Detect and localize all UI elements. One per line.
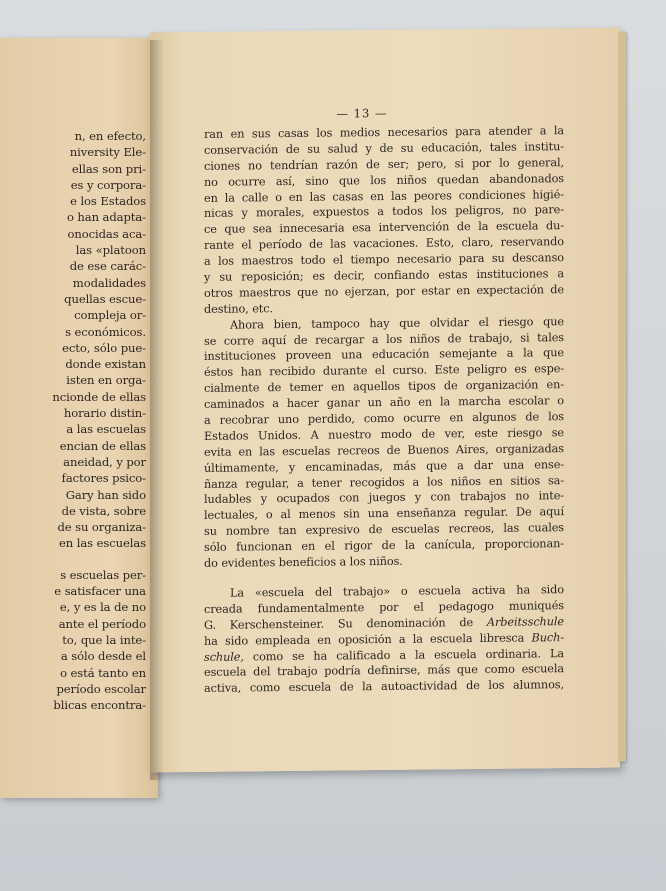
text-line: encian de ellas xyxy=(59,438,146,453)
text-line: activa, como escuela de la autoactividad de los alumnos, xyxy=(204,678,564,696)
text-line: ciones no tendrían razón de ser; pero, si por lo general, xyxy=(204,155,564,173)
text-line: éstos han recibido durante el curso. Este peligro es espe- xyxy=(204,362,564,380)
text-line: factores psico- xyxy=(61,471,146,486)
text-line: es y corpora- xyxy=(70,177,146,192)
text-line: creada fundamentalmente por el pedagogo muniqués xyxy=(204,598,564,616)
text-line: s escuelas per- xyxy=(60,567,146,582)
text-line: modalidades xyxy=(72,275,146,290)
text-line: blicas encontra- xyxy=(53,698,146,713)
text-line: horario distin- xyxy=(63,406,146,421)
text-line: cialmente de temer en aquellos tipos de organización en- xyxy=(204,378,564,396)
text-fragment: G. Kerschensteiner. Su denominación de xyxy=(204,615,474,632)
text-line: ante el período xyxy=(58,616,146,631)
book-gutter-shadow xyxy=(150,40,164,780)
text-line: ran en sus casas los medios necesarios para atender a la xyxy=(204,124,564,141)
text-line: ncionde de ellas xyxy=(52,389,146,404)
text-line: o han adapta- xyxy=(66,210,146,225)
text-line: Gary han sido xyxy=(65,487,146,502)
text-line: a recobrar uno perdido, como ocurre en algunos de los xyxy=(204,410,564,427)
italic-term: schule, xyxy=(204,649,244,664)
text-line: aneidad, y por xyxy=(63,454,146,469)
text-line: a sólo desde el xyxy=(60,649,146,664)
text-line: se corre aquí de recargar a los niños de trabajo, si tales xyxy=(204,330,564,348)
text-line: a las escuelas xyxy=(66,422,146,437)
text-line: no ocurre así, sino que los niños quedan abandonados xyxy=(204,171,564,189)
text-line: sólo funcionan en el rigor de la canícula, proporcionan- xyxy=(204,537,564,555)
text-line: n, en efecto, xyxy=(74,129,146,143)
text-line: isten en orga- xyxy=(66,373,146,388)
right-page xyxy=(150,28,620,773)
text-line: destino, etc. xyxy=(204,301,273,316)
text-line: ce que sea innecesaria esa intervención de la escuela du- xyxy=(204,219,564,237)
left-page xyxy=(0,38,158,798)
text-line: caminados a hacer ganar un año en la marcha escolar o xyxy=(204,394,564,412)
text-line: y su reposición; es decir, confiando estas instituciones a xyxy=(204,267,564,284)
text-line: niversity Ele- xyxy=(69,145,146,160)
page-number: — 13 — xyxy=(336,105,388,121)
text-line: s económicos. xyxy=(65,324,146,339)
text-line: rante el período de las vacaciones. Esto, claro, reservando xyxy=(204,235,564,253)
text-line: las «platoon xyxy=(75,243,146,258)
text-line: ecto, sólo pue- xyxy=(62,340,146,355)
italic-term: Buch- xyxy=(531,630,564,645)
text-line: onocidas aca- xyxy=(67,226,146,241)
page-edge xyxy=(618,31,626,761)
text-line: últimamente, y encaminadas, más que a dar una ense- xyxy=(204,457,564,475)
text-line: conservación de su salud y de su educación, tales institu- xyxy=(204,140,564,157)
text-line: Ahora bien, tampoco hay que olvidar el riesgo que xyxy=(230,314,564,332)
text-line: de su organiza- xyxy=(57,520,146,535)
text-line: de vista, sobre xyxy=(61,503,146,518)
text-line: quellas escue- xyxy=(64,291,146,306)
text-line: instituciones proveen una educación semejante a la que xyxy=(204,346,564,364)
text-line: otros maestros que no ejerzan, por estar en expectación de xyxy=(204,283,564,300)
text-line: o está tanto en xyxy=(60,665,146,680)
text-line: escuela del trabajo podría definirse, más que como escuela xyxy=(204,662,564,680)
text-line: su nombre tan expresivo de escuelas recreos, las cuales xyxy=(204,521,564,539)
text-line: Estados Unidos. A nuestro modo de ver, este riesgo se xyxy=(204,426,564,443)
text-line: compleja or- xyxy=(74,308,146,323)
text-line: donde existan xyxy=(65,357,146,372)
text-line: e los Estados xyxy=(70,194,146,209)
text-line: ludables y ocupados con juegos y con trabajos no inte- xyxy=(204,489,564,507)
text-line: lectuales, o al menos sin una enseñanza regular. De aquí xyxy=(204,505,564,523)
text-line: de ese carác- xyxy=(69,259,146,274)
text-line: en las escuelas xyxy=(59,536,146,551)
text-line: evita en las escuelas recreos de Buenos Aires, organizadas xyxy=(204,441,564,459)
text-line: e satisfacer una xyxy=(54,584,146,599)
text-fragment: ha sido empleada en oposición a la escuela libresca xyxy=(204,631,525,648)
text-line: e, y es la de no xyxy=(59,600,146,615)
text-line: do evidentes beneficios a los niños. xyxy=(204,554,403,570)
text-line: nicas y morales, expuestos a todos los peligros, no pare- xyxy=(204,203,564,221)
text-line: ñanza regular, a tener recogidos a los niños en sitios sa- xyxy=(204,473,564,491)
text-line: período escolar xyxy=(56,681,146,696)
body-text xyxy=(204,123,564,697)
text-line: a los maestros todo el tiempo necesario para su descanso xyxy=(204,251,564,269)
text-line: en la calle o en las casas en las peores condiciones higié- xyxy=(204,187,564,205)
left-page-text xyxy=(0,128,146,713)
italic-term: Arbeitsschule xyxy=(486,614,564,629)
text-line: ellas son pri- xyxy=(71,161,146,176)
text-line: La «escuela del trabajo» o escuela activa ha sido xyxy=(230,583,564,600)
text-fragment: como se ha calificado a la escuela ordinaria. La xyxy=(252,646,564,663)
text-line: to, que la inte- xyxy=(62,632,146,647)
